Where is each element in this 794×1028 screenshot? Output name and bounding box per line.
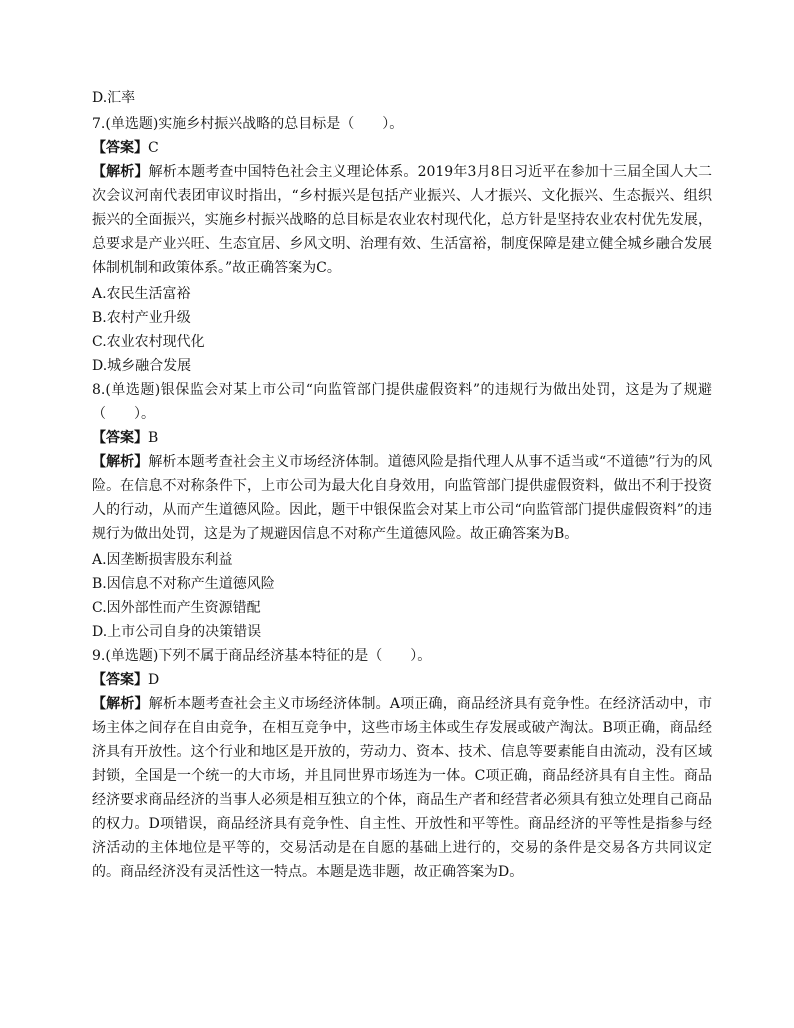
q9-analysis-text: 解析本题考查社会主义市场经济体制。A项正确，商品经济具有竞争性。在经济活动中，市场主体之间存在自由竞争，在相互竞争中，这些市场主体或生存发展或破产淘汰。B项正确，商品经济具有开放性。这个行业和地区是开放的，劳动力、资本、技术、信息等要素能自由流动，没有区域封锁，全国是一个统一的大市场，并且同世界市场连为一体。C项正确，商品经济具有自主性。商品经济要求商品经济的当事人必须是相互独立的个体，商品生产者和经营者必须具有独立处理自己商品的权力。D项错误，商品经济具有竞争性、自主性、开放性和平等性。商品经济的平等性是指参与经济活动的主体地位是平等的，交易活动是在自愿的基础上进行的，交易的条件是交易各方共同议定的。商品经济没有灵活性这一特点。本题是选非题，故正确答案为D。 bbox=[92, 696, 712, 880]
q8-option-d: D.上市公司自身的决策错误 bbox=[92, 624, 262, 640]
q8-answer-label: 【答案】 bbox=[92, 430, 148, 446]
q8-option-a: A.因垄断损害股东利益 bbox=[92, 552, 233, 568]
q9-answer-label: 【答案】 bbox=[92, 672, 148, 688]
q7-option-d: D.城乡融合发展 bbox=[92, 358, 192, 374]
q8-answer bbox=[92, 426, 712, 450]
q7-option-b: B.农村产业升级 bbox=[92, 310, 191, 326]
q7-question-title: 7.(单选题)实施乡村振兴战略的总目标是（ ）。 bbox=[92, 116, 404, 132]
q7-option-a: A.农民生活富裕 bbox=[92, 286, 191, 302]
q7-answer-value: C bbox=[148, 140, 159, 156]
q6-option-d: D.汇率 bbox=[92, 90, 136, 106]
q8-question-title: 8.(单选题)银保监会对某上市公司“向监管部门提供虚假资料”的违规行为做出处罚，这是为了规避（ ）。 bbox=[92, 382, 712, 422]
q7-analysis bbox=[92, 160, 712, 280]
q7-answer-label: 【答案】 bbox=[92, 140, 148, 156]
q8-answer-value: B bbox=[148, 430, 159, 446]
q9-analysis bbox=[92, 692, 712, 884]
q7-analysis-text: 解析本题考查中国特色社会主义理论体系。2019年3月8日习近平在参加十三届全国人大二次会议河南代表团审议时指出，“乡村振兴是包括产业振兴、人才振兴、文化振兴、生态振兴、组织振兴的全面振兴，实施乡村振兴战略的总目标是农业农村现代化，总方针是坚持农业农村优先发展，总要求是产业兴旺、生态宜居、乡风文明、治理有效、生活富裕，制度保障是建立健全城乡融合发展体制机制和政策体系。”故正确答案为C。 bbox=[92, 164, 712, 276]
q8-option-c: C.因外部性而产生资源错配 bbox=[92, 600, 261, 616]
q8-option-b: B.因信息不对称产生道德风险 bbox=[92, 576, 275, 592]
q9-analysis-label: 【解析】 bbox=[92, 696, 149, 712]
exam-document bbox=[92, 86, 712, 884]
q7-analysis-label: 【解析】 bbox=[92, 164, 149, 180]
q9-answer bbox=[92, 668, 712, 692]
q7-answer bbox=[92, 136, 712, 160]
q8-analysis bbox=[92, 450, 712, 546]
q9-question-title: 9.(单选题)下列不属于商品经济基本特征的是（ ）。 bbox=[92, 648, 432, 664]
q8-analysis-text: 解析本题考查社会主义市场经济体制。道德风险是指代理人从事不适当或“不道德”行为的风险。在信息不对称条件下，上市公司为最大化自身效用，向监管部门提供虚假资料，做出不利于投资人的行动，从而产生道德风险。因此，题干中银保监会对某上市公司“向监管部门提供虚假资料”的违规行为做出处罚，这是为了规避因信息不对称产生道德风险。故正确答案为B。 bbox=[92, 454, 713, 542]
q8-analysis-label: 【解析】 bbox=[92, 454, 149, 470]
q9-answer-value: D bbox=[148, 672, 160, 688]
q7-option-c: C.农业农村现代化 bbox=[92, 334, 205, 350]
